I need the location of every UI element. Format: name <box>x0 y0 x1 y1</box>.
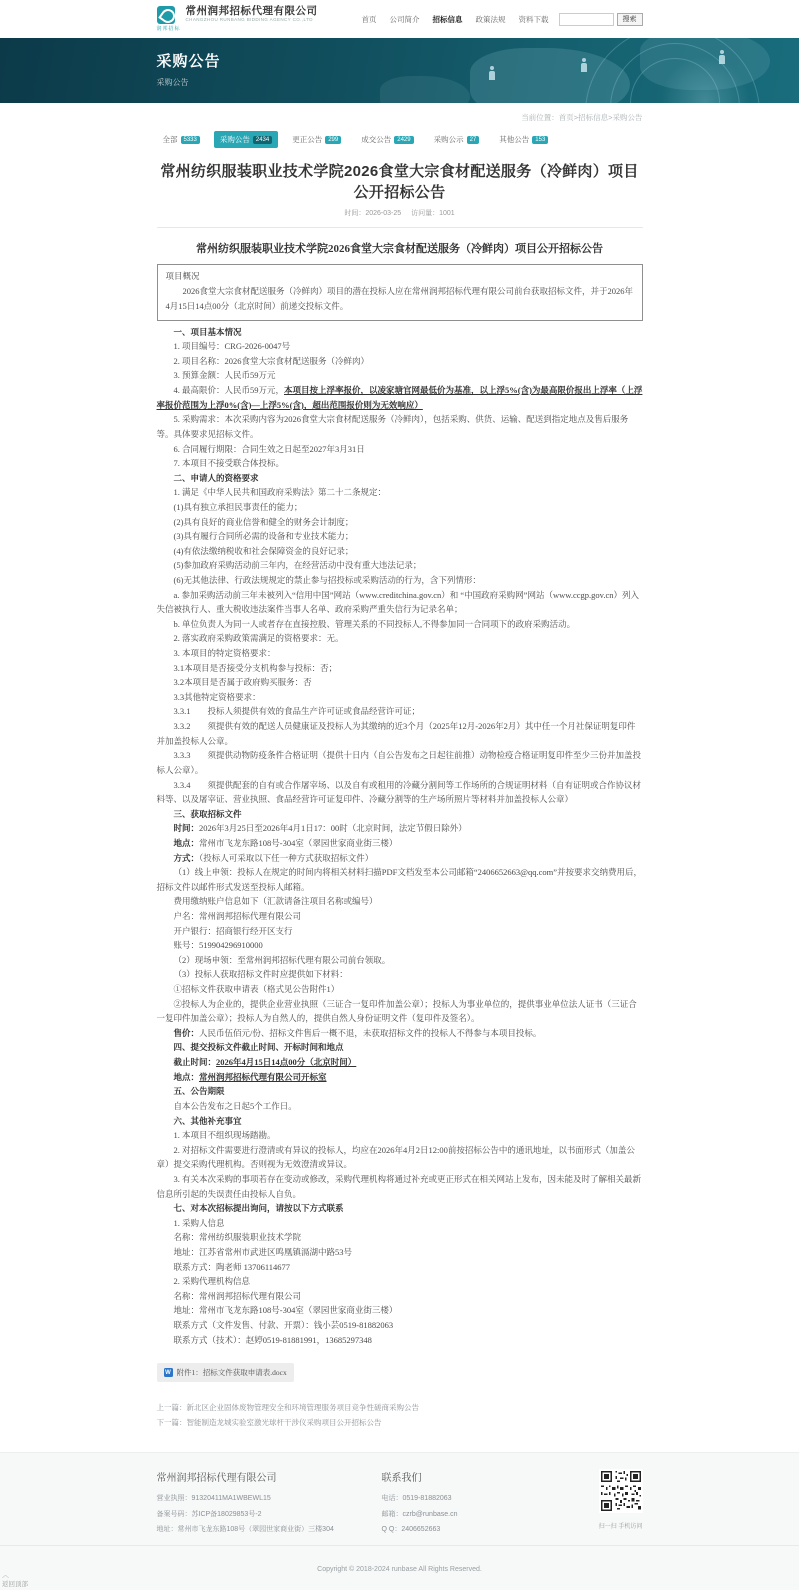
qr-caption: 扫一扫 手机访问 <box>598 1524 643 1531</box>
back-to-top-button[interactable] <box>2 1572 28 1588</box>
article-paragraph: 时间：2026年3月25日至2026年4月1日17：00时（北京时间，法定节假日除外） <box>173 823 467 834</box>
copyright-bar <box>0 1545 799 1590</box>
article-paragraph: 售价：人民币伍佰元/份、招标文件售后一概不退，未获取招标文件的投标人不得参与本项目投标。 <box>173 1027 542 1038</box>
article-paragraph: 5. 采购需求：本次采购内容为2026食堂大宗食材配送服务（冷鲜肉），包括采购、供货、运输、配送到指定地点及售后服务等。具体要求见招标文件。 <box>156 414 629 439</box>
article-paragraph: 2. 采购代理机构信息 <box>173 1276 251 1287</box>
tab-更正公告[interactable]: 更正公告 299 <box>286 131 347 148</box>
article-paragraph: 方式：（投标人可采取以下任一种方式获取招标文件） <box>173 852 374 863</box>
search-button[interactable]: 搜索 <box>617 13 643 26</box>
article-paragraph: a. 参加采购活动前三年未被列入“信用中国”网站（www.creditchina.gov.cn）和 “中国政府采购网”网站（www.ccgp.gov.cn）列入失信被执行人、重大税收违法案件当事人名单、政府采购严重失信行为记录名单； <box>156 589 639 615</box>
article-paragraph: 五、公告期限 <box>173 1086 225 1097</box>
attachment-label: 附件1：招标文件获取申请表.docx <box>176 1368 287 1378</box>
footer-company-title: 常州润邦招标代理有限公司 <box>156 1473 277 1485</box>
nav-item-公司简介[interactable]: 公司简介 <box>389 14 420 24</box>
footer-contact-title: 联系我们 <box>381 1473 422 1485</box>
search-box <box>559 13 643 26</box>
footer-qr-block <box>599 1469 643 1537</box>
article-paragraph: 3.2本项目是否属于政府购买服务：否 <box>173 677 312 688</box>
article-paragraph: 地址：江苏省常州市武进区鸣凰镇滆湖中路53号 <box>173 1247 353 1258</box>
back-to-top-label: 返回顶部 <box>2 1580 28 1588</box>
article-paragraph: b. 单位负责人为同一人或者存在直接控股、管理关系的不同投标人,不得参加同一合同项下的政府采购活动。 <box>173 618 576 629</box>
tab-其他公告[interactable]: 其他公告 153 <box>493 131 554 148</box>
article-paragraph: 1. 项目编号：CRG-2026-0047号 <box>173 341 291 352</box>
tab-count-badge: 2434 <box>253 136 272 144</box>
article-paragraph: (6)无其他法律、行政法规规定的禁止参与招投标或采购活动的行为，含下列情形： <box>173 574 481 585</box>
article-paragraph: 户名：常州润邦招标代理有限公司 <box>173 911 302 921</box>
article-paragraph: 地点：常州润邦招标代理有限公司开标室 <box>173 1071 327 1082</box>
banner-title: 采购公告 <box>156 53 221 70</box>
tab-采购公告[interactable]: 采购公告 2434 <box>214 131 278 148</box>
page-footer <box>0 1452 799 1590</box>
article-paragraph: （3）投标人获取招标文件时应提供如下材料： <box>173 969 348 980</box>
nav-item-首页[interactable]: 首页 <box>361 14 377 24</box>
chevron-up-icon: ︿ <box>2 1572 9 1580</box>
article-paragraph: 联系方式（文件发售、付款、开票）：钱小芸0519-81882063 <box>173 1320 394 1331</box>
footer-contact-column <box>382 1469 547 1537</box>
category-tabs <box>157 131 643 148</box>
top-header <box>0 0 799 38</box>
article-paragraph: 联系方式：陶老师 13706114677 <box>173 1261 291 1272</box>
article-paragraph: 地点：常州市飞龙东路108号-304室（翠园世家商业街三楼） <box>173 837 398 848</box>
tab-成交公告[interactable]: 成交公告 2429 <box>355 131 419 148</box>
article-paragraph: 3.3其他特定资格要求： <box>173 691 261 702</box>
prev-article-link[interactable]: 上一篇：新北区企业固体废物管理安全和环境管理服务项目竞争性磋商采购公告 <box>156 1403 419 1413</box>
article-paragraph: （2）现场申领：至常州润邦招标代理有限公司前台领取。 <box>173 954 391 965</box>
divider <box>157 227 643 228</box>
article-paragraph: 3. 预算金额：人民币59万元 <box>173 370 276 381</box>
nav-item-政策法规[interactable]: 政策法规 <box>475 14 506 24</box>
tab-count-badge: 5333 <box>181 136 200 144</box>
tab-采购公示[interactable]: 采购公示 27 <box>428 131 486 148</box>
footer-line: 电话：0519-81882063 <box>381 1495 452 1503</box>
page-banner <box>0 38 799 103</box>
page-meta <box>157 208 643 218</box>
article-paragraph: 2. 落实政府采购政策需满足的资格要求：无。 <box>173 633 344 644</box>
tab-全部[interactable]: 全部 5333 <box>157 131 206 148</box>
page-title: 常州纺织服装职业技术学院2026食堂大宗食材配送服务（冷鲜肉）项目公开招标公告 <box>160 163 639 201</box>
nav-item-资料下载[interactable]: 资料下载 <box>518 14 549 24</box>
article-paragraph: 一、项目基本情况 <box>173 326 242 337</box>
tab-count-badge: 27 <box>467 136 480 144</box>
logo-icon <box>157 6 175 24</box>
attachment-link[interactable] <box>157 1363 294 1382</box>
article-paragraph: 3.3.4 须提供配套的自有或合作屠宰场、以及自有或租用的冷藏分割间等工作场所的合规证明材料（自有证明或合作协议材料等、以及屠宰证、营业执照、食品经营许可证复印件、冷藏分割等的生产场所照片等材料并加盖投标人公章） <box>156 779 642 805</box>
article-paragraph: 7. 本项目不接受联合体投标。 <box>173 458 285 469</box>
meta-views: 访问量：1001 <box>411 210 455 217</box>
copyright-text: Copyright © 2018-2024 runbase All Rights Reserved. <box>317 1566 482 1574</box>
article-paragraph: (4)有依法缴纳税收和社会保障资金的良好记录； <box>173 545 354 556</box>
article-inner-title: 常州纺织服装职业技术学院2026食堂大宗食材配送服务（冷鲜肉）项目公开招标公告 <box>196 243 603 255</box>
article-paragraph: 开户银行：招商银行经开区支行 <box>173 925 293 936</box>
site-logo[interactable] <box>157 6 318 32</box>
footer-company-column <box>157 1469 382 1537</box>
prev-next-links <box>157 1400 643 1430</box>
breadcrumb[interactable]: 当前位置：首页>招标信息>采购公告 <box>521 113 643 122</box>
article-paragraph: 3.3.3 须提供动物防疫条件合格证明（提供十日内（自公告发布之日起往前推）动物检疫合格证明复印件至少三份并加盖投标人公章）。 <box>156 750 642 775</box>
docx-file-icon: W <box>165 1369 171 1376</box>
company-name: 常州润邦招标代理有限公司 <box>185 5 318 17</box>
article-paragraph: 联系方式（技术）：赵婷0519-81881991，13685297348 <box>173 1334 372 1345</box>
article-paragraph: 4. 最高限价：人民币59万元，本项目按上浮率报价，以凌家塘官网最低价为基准，以上浮5%(含)为最高限价报出上浮率（上浮率报价范围为上浮0%(含)—上浮5%(含)，超出范围报价则为无效响应） <box>156 385 643 410</box>
article-paragraph: 二、申请人的资格要求 <box>173 472 259 483</box>
article-paragraph: 七、对本次招标提出询问，请按以下方式联系 <box>173 1203 344 1214</box>
overview-label: 项目概况 <box>165 271 200 281</box>
article-paragraph: (2)具有良好的商业信誉和健全的财务会计制度； <box>173 516 354 527</box>
article-paragraph: 四、提交投标文件截止时间、开标时间和地点 <box>173 1042 344 1053</box>
article-paragraph: 2. 项目名称：2026食堂大宗食材配送服务（冷鲜肉） <box>173 355 370 366</box>
article-paragraph: 3.3.2 须提供有效的配送人员健康证及投标人为其缴纳的近3个月（2025年12月-2026年2月）其中任一个月社保证明复印件并加盖投标人公章。 <box>156 721 636 746</box>
article-paragraph: 账号：519904296910000 <box>173 940 263 951</box>
footer-line: 营业执照：91320411MA1WBEWL15 <box>156 1495 271 1503</box>
person-icon <box>718 50 725 66</box>
article-paragraph: ②投标人为企业的，提供企业营业执照（三证合一复印件加盖公章）；投标人为事业单位的，提供事业单位法人证书（三证合一复印件加盖公章）；投标人为自然人的，提供自然人身份证明文件（复印件及签名）。 <box>156 998 637 1024</box>
article-paragraph: 自本公告发布之日起5个工作日。 <box>173 1100 297 1111</box>
search-input[interactable] <box>559 13 614 26</box>
tab-count-badge: 2429 <box>394 136 413 144</box>
logo-caption: 润邦招标 <box>156 26 181 32</box>
project-overview-box <box>157 264 643 321</box>
article-paragraph: 地址：常州市飞龙东路108号-304室（翠园世家商业街三楼） <box>173 1305 398 1316</box>
footer-line: 备案号码：苏ICP备18029853号-2 <box>156 1510 262 1518</box>
tab-count-badge: 153 <box>532 136 548 144</box>
article-paragraph: 六、其他补充事宜 <box>173 1115 242 1126</box>
next-article-link[interactable]: 下一篇：智能制造龙城实验室激光球杆干涉仪采购项目公开招标公告 <box>156 1418 382 1428</box>
article-paragraph: 3.1本项目是否接受分支机构参与投标：否； <box>173 662 338 673</box>
article-paragraph: 名称：常州纺织服装职业技术学院 <box>173 1232 302 1243</box>
banner-subtitle: 采购公告 <box>156 78 189 87</box>
article-paragraph: 6. 合同履行期限：合同生效之日起至2027年3月31日 <box>173 443 365 454</box>
article-paragraph: （1）线上申领：投标人在规定的时间内将相关材料扫描PDF文档发至本公司邮箱“2406652663@qq.com”并按要求交纳费用后，招标文件以邮件形式发送至投标人邮箱。 <box>156 867 642 892</box>
article-paragraphs <box>157 325 643 1348</box>
article-paragraph: 费用缴纳账户信息如下（汇款请备注项目名称或编号） <box>173 896 378 907</box>
article-paragraph: 3.3.1 投标人须提供有效的食品生产许可证或食品经营许可证； <box>173 706 421 717</box>
article-paragraph: 1. 采购人信息 <box>173 1217 225 1228</box>
article-paragraph: ①招标文件获取申请表（格式见公告附件1） <box>173 984 340 995</box>
nav-item-招标信息[interactable]: 招标信息 <box>432 14 463 24</box>
main-nav <box>362 14 549 25</box>
footer-line: Q Q：2406652663 <box>381 1526 441 1534</box>
article-paragraph: (3)具有履行合同所必需的设备和专业技术能力； <box>173 531 354 542</box>
qr-code <box>599 1469 643 1513</box>
tab-count-badge: 299 <box>325 136 341 144</box>
article-paragraph: 3. 有关本次采购的事项若存在变动或修改，采购代理机构将通过补充或更正形式在相关网站上发布，因未能及时了解相关最新信息所引起的失误责任由投标人自负。 <box>156 1173 642 1199</box>
article-paragraph: (5)参加政府采购活动前三年内，在经营活动中没有重大违法记录； <box>173 560 422 571</box>
article-paragraph: 1. 满足《中华人民共和国政府采购法》第二十二条规定： <box>173 487 387 498</box>
article-paragraph: (1)具有独立承担民事责任的能力； <box>173 501 303 512</box>
article-paragraph: 名称：常州润邦招标代理有限公司 <box>173 1290 302 1301</box>
overview-text: 2026食堂大宗食材配送服务（冷鲜肉）项目的潜在投标人应在常州润邦招标代理有限公司前台获取招标文件，并于2026年4月15日14点00分（北京时间）前递交投标文件。 <box>165 285 634 311</box>
announcement-article <box>157 240 643 1430</box>
article-paragraph: 三、获取招标文件 <box>173 808 242 819</box>
article-paragraph: 3. 本项目的特定资格要求： <box>173 648 276 659</box>
article-paragraph: 1. 本项目不组织现场踏勘。 <box>173 1130 276 1141</box>
company-name-en: CHANGZHOU RUNBANG BIDDING AGENCY CO.,LTD <box>185 16 313 22</box>
meta-time: 时间：2026-03-25 <box>344 210 402 217</box>
article-paragraph: 截止时间：2026年4月15日14点00分（北京时间） <box>173 1057 357 1068</box>
article-paragraph: 2. 对招标文件需要进行澄清或有异议的投标人，均应在2026年4月2日12:00前按招标公告中的通讯地址，以书面形式（加盖公章）提交采购代理机构。否则视为无效澄清或异议。 <box>156 1144 635 1170</box>
footer-line: 邮箱：czrb@runbase.cn <box>381 1510 458 1518</box>
footer-line: 地址：常州市飞龙东路108号（翠园世家商业街）三楼304 <box>156 1526 334 1534</box>
